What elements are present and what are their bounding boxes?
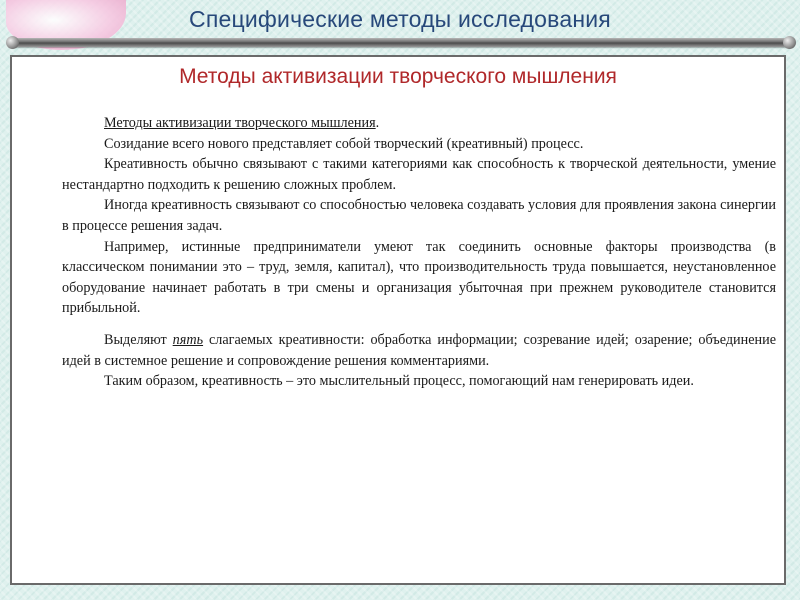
section-heading: Методы активизации творческого мышления [179,65,617,88]
paragraph-1: Созидание всего нового представляет собой творческий (креативный) процесс. [104,135,584,152]
paragraph-intro [62,113,776,134]
slide-title: Специфические методы исследования [189,6,611,32]
title-divider-bar [8,38,794,47]
bar-knob-left [6,36,19,49]
paragraph-6: Таким образом, креативность – это мыслительный процесс, помогающий нам генерировать идеи. [104,373,694,390]
paragraph-2: Креативность обычно связывают с такими категориями как способность к творческой деятельности, умение нестандартно подходить к решению сложных проблем. [62,156,776,193]
paragraph-5 [62,330,776,371]
intro-period: . [375,115,380,131]
body-text [62,113,776,392]
p5-before: Выделяют [104,331,173,348]
paragraph-3: Иногда креативность связывают со способностью человека создавать условия для проявления закона синергии в процессе решения задач. [62,197,776,234]
content-panel [10,55,786,585]
p5-emphasis: пять [172,331,204,348]
intro-underlined: Методы активизации творческого мышления [104,115,376,131]
bar-knob-right [783,36,796,49]
p5-after: слагаемых креативности: обработка информации; созревание идей; озарение; объединение идей в системное решение и сопровождение решения комментариями. [62,331,777,369]
paragraph-4: Например, истинные предприниматели умеют так соединить основные факторы производства (в классическом понимании это – труд, земля, капитал), что производительность труда повышается, неустановленное оборудование начинает работать в три смены и организация убыточная при прежнем руководителе становится прибыльной. [62,238,776,317]
